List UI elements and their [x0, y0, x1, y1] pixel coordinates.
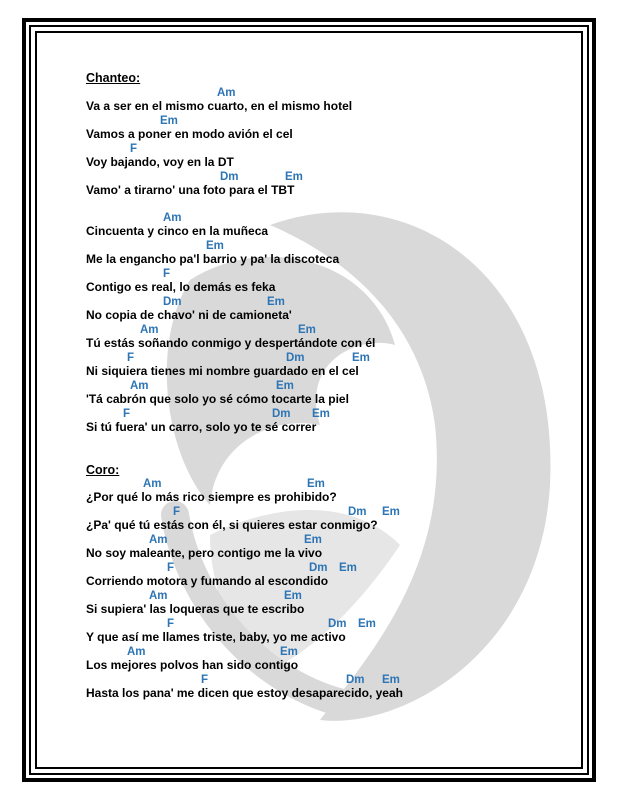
- chord-label: F: [163, 268, 171, 280]
- chord-label: F: [201, 674, 209, 686]
- chord-label: Em: [160, 115, 178, 127]
- lyric-line: Me la engancho pa'l barrio y pa' la discoteca: [86, 252, 340, 266]
- lyric-line: Si tú fuera' un carro, solo yo te sé correr: [86, 420, 317, 434]
- chord-label: Dm: [328, 618, 347, 630]
- chord-label: Em: [298, 324, 316, 336]
- chord-label: Am: [140, 324, 159, 336]
- chord-label: Em: [307, 478, 325, 490]
- lyric-line: Y que así me llames triste, baby, yo me activo: [86, 630, 346, 644]
- chord-label: Em: [352, 352, 370, 364]
- chord-label: Em: [339, 562, 357, 574]
- chord-label: Em: [280, 646, 298, 658]
- chord-label: F: [123, 408, 131, 420]
- chord-label: Em: [304, 534, 322, 546]
- lyric-line: Vamos a poner en modo avión el cel: [86, 127, 293, 141]
- chord-label: Dm: [286, 352, 305, 364]
- chord-label: Am: [163, 212, 182, 224]
- lyric-line: Contigo es real, lo demás es feka: [86, 280, 276, 294]
- lyric-line: Va a ser en el mismo cuarto, en el mismo hotel: [86, 99, 353, 113]
- lyric-line: 'Tá cabrón que solo yo sé cómo tocarte la piel: [86, 392, 349, 406]
- chord-label: Am: [149, 590, 168, 602]
- lyric-line: Ni siquiera tienes mi nombre guardado en el cel: [86, 364, 359, 378]
- lyric-line: No soy maleante, pero contigo me la vivo: [86, 546, 323, 560]
- chord-label: Am: [127, 646, 146, 658]
- chord-label: Am: [143, 478, 162, 490]
- chord-label: Dm: [220, 171, 239, 183]
- lyric-line: Voy bajando, voy en la DT: [86, 155, 234, 169]
- lyric-line: Si supiera' las loqueras que te escribo: [86, 602, 305, 616]
- chord-label: Em: [382, 506, 400, 518]
- lyric-line: Los mejores polvos han sido contigo: [86, 658, 299, 672]
- chord-label: Am: [149, 534, 168, 546]
- chord-label: F: [167, 562, 175, 574]
- chord-label: Em: [285, 171, 303, 183]
- chord-label: Am: [130, 380, 149, 392]
- chord-label: F: [127, 352, 135, 364]
- lyric-line: Cincuenta y cinco en la muñeca: [86, 224, 269, 238]
- chord-label: Dm: [309, 562, 328, 574]
- chord-label: F: [167, 618, 175, 630]
- chord-label: Dm: [163, 296, 182, 308]
- lyric-line: No copia de chavo' ni de camioneta': [86, 308, 292, 322]
- chord-label: Em: [358, 618, 376, 630]
- chord-label: Em: [206, 240, 224, 252]
- lyric-line: ¿Pa' qué tú estás con él, si quieres estar conmigo?: [86, 518, 378, 532]
- chord-label: Dm: [272, 408, 291, 420]
- chord-label: Em: [267, 296, 285, 308]
- lyric-line: Tú estás soñando conmigo y despertándote con él: [86, 336, 376, 350]
- chord-label: Dm: [348, 506, 367, 518]
- lyric-line: ¿Por qué lo más rico siempre es prohibido?: [86, 490, 337, 504]
- chord-label: Em: [312, 408, 330, 420]
- chord-label: F: [173, 506, 181, 518]
- chord-label: Em: [276, 380, 294, 392]
- chord-label: Em: [284, 590, 302, 602]
- section-heading-chanteo: Chanteo:: [86, 71, 141, 85]
- chord-label: F: [130, 143, 138, 155]
- lyric-line: Corriendo motora y fumando al escondido: [86, 574, 329, 588]
- chord-label: Dm: [346, 674, 365, 686]
- lyric-line: Vamo' a tirarno' una foto para el TBT: [86, 183, 295, 197]
- section-heading-coro: Coro:: [86, 463, 120, 477]
- chord-label: Am: [217, 87, 236, 99]
- chord-label: Em: [382, 674, 400, 686]
- lyric-line: Hasta los pana' me dicen que estoy desaparecido, yeah: [86, 686, 403, 700]
